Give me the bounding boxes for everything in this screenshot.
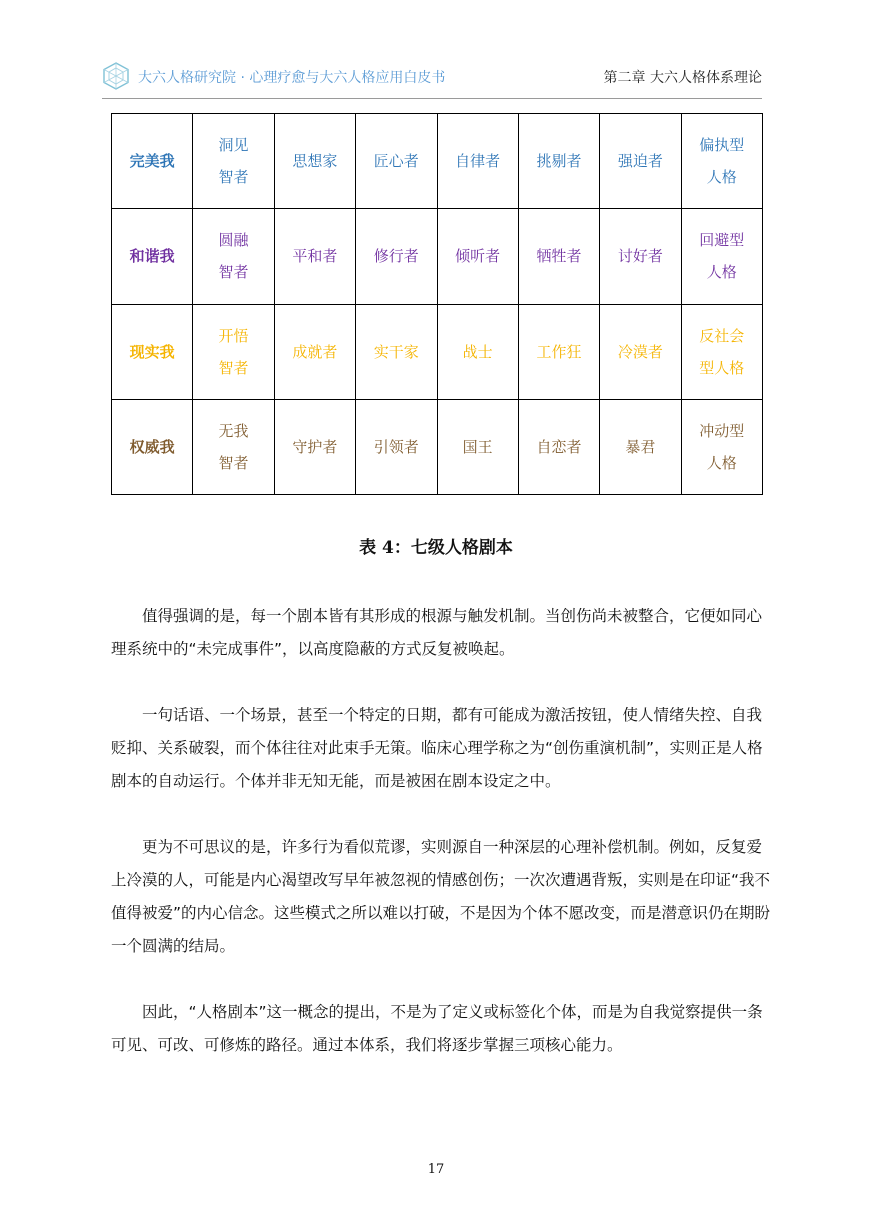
table-row-authority: [112, 399, 763, 494]
table-cell: 暴君: [600, 399, 681, 494]
table-cell: 洞见 智者: [193, 114, 274, 209]
table-cell: 圆融 智者: [193, 209, 274, 304]
row-level-label: 权威我: [112, 399, 193, 494]
table-row-reality: [112, 304, 763, 399]
table-cell: 强迫者: [600, 114, 681, 209]
table-cell: 偏执型 人格: [681, 114, 762, 209]
table-cell: 匠心者: [356, 114, 437, 209]
table-row-harmony: [112, 209, 763, 304]
body-paragraph-3: 更为不可思议的是，许多行为看似荒谬，实则源自一种深层的心理补偿机制。例如，反复爱上冷漠的人，可能是内心渴望改写早年被忽视的情感创伤；一次次遭遇背叛，实则是在印证“我不值得被爱”的内心信念。这些模式之所以难以打破，不是因为个体不愿改变，而是潜意识仍在期盼一个圆满的结局。: [111, 838, 771, 955]
table-cell: 开悟 智者: [193, 304, 274, 399]
table-cell: 牺牲者: [518, 209, 599, 304]
personality-script-table: [111, 113, 763, 495]
table-cell: 成就者: [274, 304, 355, 399]
table-cell: 回避型 人格: [681, 209, 762, 304]
body-paragraph-1: 值得强调的是，每一个剧本皆有其形成的根源与触发机制。当创伤尚未被整合，它便如同心理系统中的“未完成事件”，以高度隐蔽的方式反复被唤起。: [111, 607, 763, 658]
table-row-perfect: [112, 114, 763, 209]
table-cell: 自律者: [437, 114, 518, 209]
table-cell: 国王: [437, 399, 518, 494]
table-cell: 自恋者: [518, 399, 599, 494]
table-cell: 冷漠者: [600, 304, 681, 399]
table-caption: 表 4：七级人格剧本: [359, 538, 513, 558]
table-cell: 工作狂: [518, 304, 599, 399]
table-cell: 守护者: [274, 399, 355, 494]
table-cell: 思想家: [274, 114, 355, 209]
table-cell: 挑剔者: [518, 114, 599, 209]
table-cell: 讨好者: [600, 209, 681, 304]
crystal-polyhedron-logo-icon: [102, 62, 130, 90]
table-cell: 实干家: [356, 304, 437, 399]
header-org-title: 大六人格研究院 · 心理疗愈与大六人格应用白皮书: [138, 70, 446, 86]
table-cell: 倾听者: [437, 209, 518, 304]
table-cell: 反社会 型人格: [681, 304, 762, 399]
table-cell: 无我 智者: [193, 399, 274, 494]
body-paragraph-4: 因此，“人格剧本”这一概念的提出，不是为了定义或标签化个体，而是为自我觉察提供一条可见、可改、可修炼的路径。通过本体系，我们将逐步掌握三项核心能力。: [111, 1003, 763, 1054]
row-level-label: 完美我: [112, 114, 193, 209]
table-cell: 战士: [437, 304, 518, 399]
header-chapter-title: 第二章 大六人格体系理论: [603, 70, 762, 86]
row-level-label: 和谐我: [112, 209, 193, 304]
table-cell: 平和者: [274, 209, 355, 304]
table-cell: 修行者: [356, 209, 437, 304]
body-paragraph-2: 一句话语、一个场景，甚至一个特定的日期，都有可能成为激活按钮，使人情绪失控、自我贬抑、关系破裂，而个体往往对此束手无策。临床心理学称之为“创伤重演机制”，实则正是人格剧本的自动运行。个体并非无知无能，而是被困在剧本设定之中。: [111, 706, 763, 790]
page-number: 17: [427, 1162, 445, 1177]
row-level-label: 现实我: [112, 304, 193, 399]
table-cell: 引领者: [356, 399, 437, 494]
page-header: [102, 58, 762, 99]
table-cell: 冲动型 人格: [681, 399, 762, 494]
